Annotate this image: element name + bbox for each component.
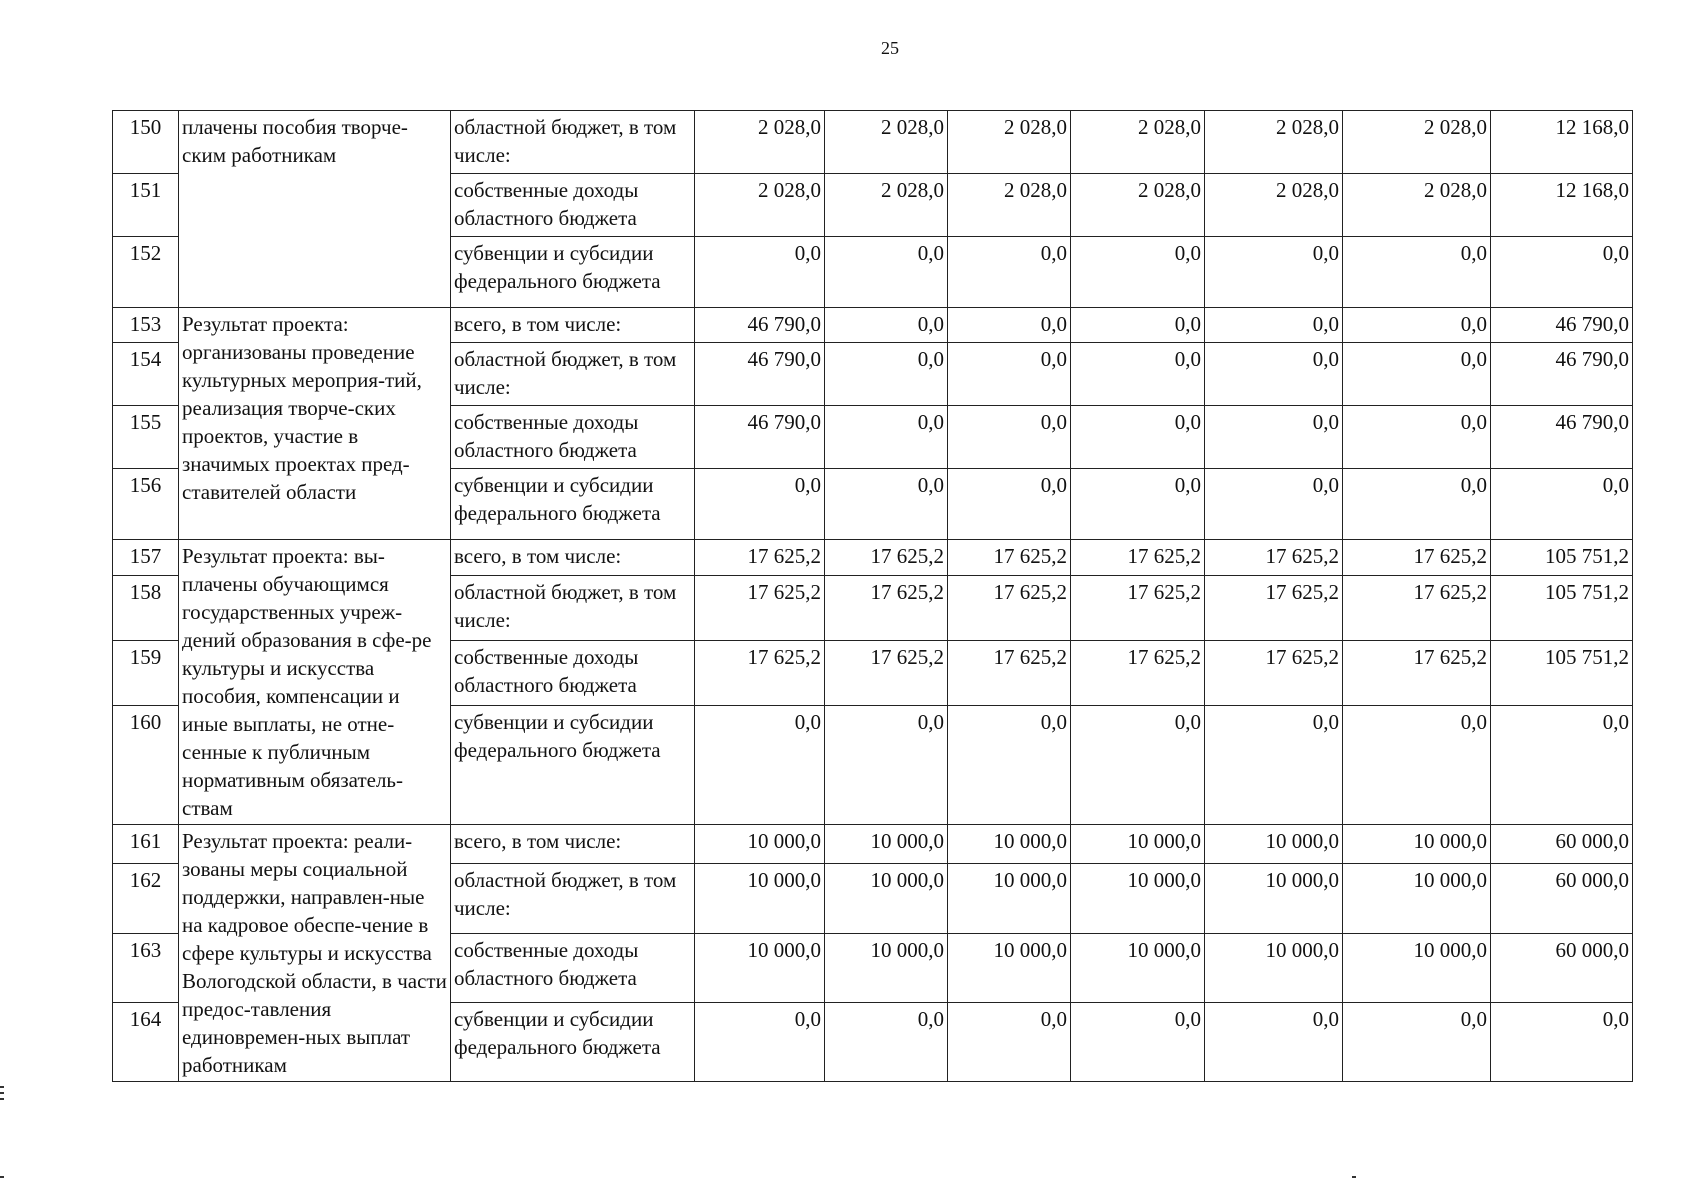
value-cell: 17 625,2 xyxy=(1071,641,1205,706)
value-cell: 10 000,0 xyxy=(1071,825,1205,864)
funding-source: субвенции и субсидии федерального бюджета xyxy=(451,237,695,308)
value-cell: 0,0 xyxy=(1071,1003,1205,1082)
value-cell: 10 000,0 xyxy=(948,863,1071,933)
value-cell: 10 000,0 xyxy=(1205,933,1343,1003)
row-number: 157 xyxy=(113,540,179,576)
value-cell: 2 028,0 xyxy=(1071,111,1205,174)
row-number: 161 xyxy=(113,825,179,864)
value-cell: 0,0 xyxy=(695,237,825,308)
value-cell: 2 028,0 xyxy=(1343,174,1491,237)
value-cell: 17 625,2 xyxy=(1205,540,1343,576)
value-cell: 2 028,0 xyxy=(825,111,948,174)
value-cell: 2 028,0 xyxy=(948,174,1071,237)
value-cell: 10 000,0 xyxy=(1205,825,1343,864)
row-number: 153 xyxy=(113,308,179,343)
value-cell: 2 028,0 xyxy=(1205,174,1343,237)
value-cell: 0,0 xyxy=(825,308,948,343)
value-cell: 0,0 xyxy=(1071,343,1205,406)
scan-artifact xyxy=(0,1092,4,1094)
value-cell: 17 625,2 xyxy=(1205,641,1343,706)
value-cell: 0,0 xyxy=(1343,469,1491,540)
row-number: 162 xyxy=(113,863,179,933)
value-cell: 2 028,0 xyxy=(1205,111,1343,174)
total-cell: 12 168,0 xyxy=(1491,111,1633,174)
scan-artifact xyxy=(0,1176,4,1178)
value-cell: 10 000,0 xyxy=(825,933,948,1003)
value-cell: 17 625,2 xyxy=(948,641,1071,706)
funding-source: областной бюджет, в том числе: xyxy=(451,576,695,641)
value-cell: 17 625,2 xyxy=(1343,540,1491,576)
value-cell: 10 000,0 xyxy=(695,825,825,864)
value-cell: 0,0 xyxy=(825,237,948,308)
row-number: 160 xyxy=(113,706,179,825)
value-cell: 2 028,0 xyxy=(1071,174,1205,237)
total-cell: 0,0 xyxy=(1491,1003,1633,1082)
funding-source: областной бюджет, в том числе: xyxy=(451,863,695,933)
scan-artifact xyxy=(0,1086,4,1088)
value-cell: 17 625,2 xyxy=(948,576,1071,641)
value-cell: 0,0 xyxy=(695,469,825,540)
total-cell: 12 168,0 xyxy=(1491,174,1633,237)
total-cell: 105 751,2 xyxy=(1491,540,1633,576)
value-cell: 0,0 xyxy=(948,406,1071,469)
value-cell: 0,0 xyxy=(948,706,1071,825)
row-number: 164 xyxy=(113,1003,179,1082)
value-cell: 10 000,0 xyxy=(825,863,948,933)
value-cell: 10 000,0 xyxy=(1343,825,1491,864)
row-number: 151 xyxy=(113,174,179,237)
value-cell: 10 000,0 xyxy=(1071,863,1205,933)
table-row xyxy=(113,308,1633,343)
value-cell: 0,0 xyxy=(1205,706,1343,825)
value-cell: 17 625,2 xyxy=(825,576,948,641)
value-cell: 17 625,2 xyxy=(948,540,1071,576)
page-number: 25 xyxy=(881,38,899,58)
value-cell: 2 028,0 xyxy=(695,174,825,237)
result-description: Результат проекта: вы-плачены обучающимся государственных учреж-дений образования в сфе-ре культуры и искусства пособия, компенсации и иные выплаты, не отне-сенные к публичным нормативным обязатель-ствам xyxy=(179,540,451,825)
row-number: 158 xyxy=(113,576,179,641)
funding-source: субвенции и субсидии федерального бюджета xyxy=(451,706,695,825)
value-cell: 2 028,0 xyxy=(695,111,825,174)
row-number: 150 xyxy=(113,111,179,174)
value-cell: 0,0 xyxy=(948,469,1071,540)
funding-source: областной бюджет, в том числе: xyxy=(451,343,695,406)
total-cell: 60 000,0 xyxy=(1491,825,1633,864)
value-cell: 10 000,0 xyxy=(1071,933,1205,1003)
value-cell: 10 000,0 xyxy=(695,933,825,1003)
scan-artifact xyxy=(1352,1176,1356,1178)
value-cell: 0,0 xyxy=(695,1003,825,1082)
funding-source: собственные доходы областного бюджета xyxy=(451,174,695,237)
total-cell: 60 000,0 xyxy=(1491,863,1633,933)
value-cell: 46 790,0 xyxy=(695,406,825,469)
value-cell: 17 625,2 xyxy=(1071,540,1205,576)
table-row xyxy=(113,825,1633,864)
total-cell: 46 790,0 xyxy=(1491,308,1633,343)
value-cell: 0,0 xyxy=(1343,343,1491,406)
value-cell: 0,0 xyxy=(1205,406,1343,469)
result-description: Результат проекта: реали-зованы меры социальной поддержки, направлен-ные на кадровое обеспе-чение в сфере культуры и искусства Вологодской области, в части предос-тавления единовремен-ных выплат работникам xyxy=(179,825,451,1082)
value-cell: 0,0 xyxy=(1071,406,1205,469)
value-cell: 10 000,0 xyxy=(1343,863,1491,933)
row-number: 163 xyxy=(113,933,179,1003)
value-cell: 17 625,2 xyxy=(695,576,825,641)
value-cell: 2 028,0 xyxy=(825,174,948,237)
total-cell: 0,0 xyxy=(1491,469,1633,540)
total-cell: 60 000,0 xyxy=(1491,933,1633,1003)
value-cell: 0,0 xyxy=(1205,237,1343,308)
value-cell: 0,0 xyxy=(825,706,948,825)
total-cell: 105 751,2 xyxy=(1491,576,1633,641)
value-cell: 0,0 xyxy=(1205,343,1343,406)
result-description: плачены пособия творче-ским работникам xyxy=(179,111,451,308)
value-cell: 0,0 xyxy=(1071,237,1205,308)
value-cell: 0,0 xyxy=(1343,706,1491,825)
value-cell: 10 000,0 xyxy=(948,933,1071,1003)
value-cell: 0,0 xyxy=(1343,308,1491,343)
funding-source: собственные доходы областного бюджета xyxy=(451,641,695,706)
value-cell: 17 625,2 xyxy=(695,540,825,576)
row-number: 154 xyxy=(113,343,179,406)
value-cell: 0,0 xyxy=(825,406,948,469)
value-cell: 2 028,0 xyxy=(1343,111,1491,174)
value-cell: 0,0 xyxy=(825,1003,948,1082)
funding-source: всего, в том числе: xyxy=(451,540,695,576)
value-cell: 17 625,2 xyxy=(695,641,825,706)
value-cell: 17 625,2 xyxy=(825,540,948,576)
value-cell: 10 000,0 xyxy=(948,825,1071,864)
funding-source: собственные доходы областного бюджета xyxy=(451,933,695,1003)
total-cell: 46 790,0 xyxy=(1491,343,1633,406)
funding-source: всего, в том числе: xyxy=(451,308,695,343)
value-cell: 0,0 xyxy=(1343,406,1491,469)
row-number: 155 xyxy=(113,406,179,469)
total-cell: 105 751,2 xyxy=(1491,641,1633,706)
budget-table xyxy=(112,110,1633,1082)
value-cell: 0,0 xyxy=(1205,469,1343,540)
result-description: Результат проекта: организованы проведение культурных мероприя-тий, реализация творче-ских проектов, участие в значимых проектах пред-ставителей области xyxy=(179,308,451,540)
row-number: 156 xyxy=(113,469,179,540)
row-number: 159 xyxy=(113,641,179,706)
value-cell: 17 625,2 xyxy=(1071,576,1205,641)
value-cell: 46 790,0 xyxy=(695,343,825,406)
total-cell: 0,0 xyxy=(1491,706,1633,825)
value-cell: 10 000,0 xyxy=(1343,933,1491,1003)
value-cell: 0,0 xyxy=(825,343,948,406)
value-cell: 0,0 xyxy=(825,469,948,540)
value-cell: 0,0 xyxy=(695,706,825,825)
total-cell: 46 790,0 xyxy=(1491,406,1633,469)
value-cell: 10 000,0 xyxy=(825,825,948,864)
funding-source: субвенции и субсидии федерального бюджета xyxy=(451,1003,695,1082)
value-cell: 0,0 xyxy=(1343,237,1491,308)
funding-source: областной бюджет, в том числе: xyxy=(451,111,695,174)
funding-source: субвенции и субсидии федерального бюджета xyxy=(451,469,695,540)
value-cell: 0,0 xyxy=(1343,1003,1491,1082)
row-number: 152 xyxy=(113,237,179,308)
value-cell: 0,0 xyxy=(1071,469,1205,540)
funding-source: собственные доходы областного бюджета xyxy=(451,406,695,469)
value-cell: 17 625,2 xyxy=(1343,576,1491,641)
value-cell: 46 790,0 xyxy=(695,308,825,343)
value-cell: 0,0 xyxy=(1205,308,1343,343)
value-cell: 17 625,2 xyxy=(825,641,948,706)
value-cell: 0,0 xyxy=(1071,706,1205,825)
value-cell: 0,0 xyxy=(948,308,1071,343)
value-cell: 0,0 xyxy=(948,237,1071,308)
funding-source: всего, в том числе: xyxy=(451,825,695,864)
value-cell: 0,0 xyxy=(948,343,1071,406)
total-cell: 0,0 xyxy=(1491,237,1633,308)
value-cell: 10 000,0 xyxy=(695,863,825,933)
value-cell: 17 625,2 xyxy=(1205,576,1343,641)
value-cell: 0,0 xyxy=(948,1003,1071,1082)
value-cell: 17 625,2 xyxy=(1343,641,1491,706)
value-cell: 0,0 xyxy=(1071,308,1205,343)
table-row xyxy=(113,540,1633,576)
table-row xyxy=(113,111,1633,174)
value-cell: 0,0 xyxy=(1205,1003,1343,1082)
value-cell: 10 000,0 xyxy=(1205,863,1343,933)
scan-artifact xyxy=(0,1098,4,1100)
value-cell: 2 028,0 xyxy=(948,111,1071,174)
